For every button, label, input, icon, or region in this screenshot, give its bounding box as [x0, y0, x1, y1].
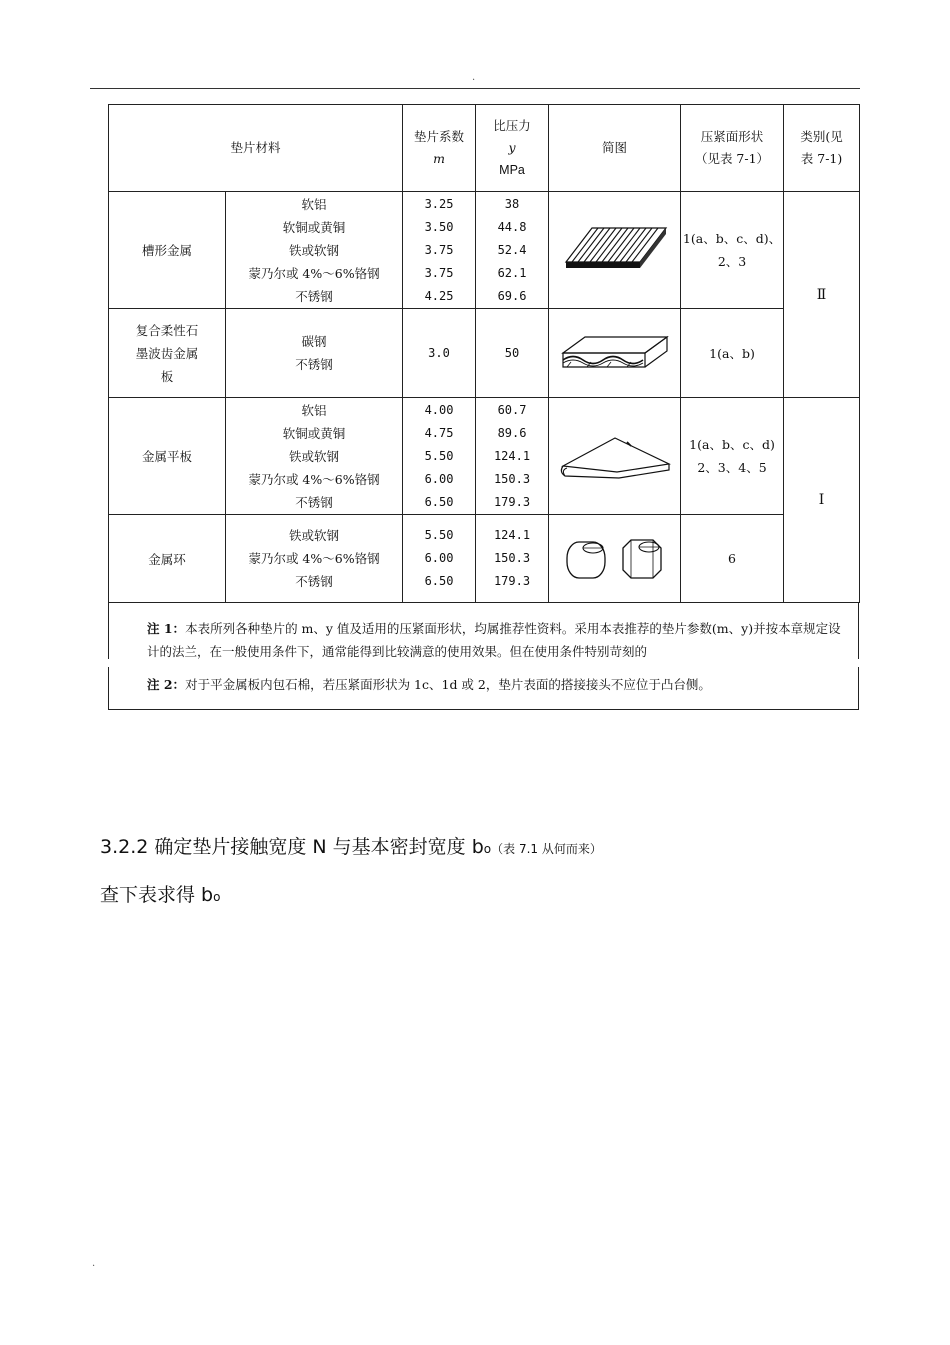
- face-shape-cell: 6: [681, 515, 784, 603]
- y-value: 38: [504, 196, 520, 211]
- y-values: [476, 192, 549, 309]
- group-name: 槽形金属: [109, 192, 226, 309]
- metal-ring-icon: [559, 534, 671, 584]
- material-item: 不锈钢: [295, 357, 333, 372]
- y-value: 179.3: [493, 574, 531, 588]
- y-value: 60.7: [497, 402, 527, 417]
- m-value: 6.00: [424, 551, 454, 565]
- m-value: 5.50: [424, 448, 454, 463]
- sketch-cell: [549, 515, 681, 603]
- note-2-text: 对于平金属板内包石棉，若压紧面形状为 1c、1d 或 2，垫片表面的搭接接头不应位于凸台侧。: [185, 677, 711, 692]
- material-list: [226, 192, 403, 309]
- section-heading-subscript: o: [483, 842, 492, 856]
- footer-mark: .: [92, 1258, 96, 1269]
- m-value: 3.75: [424, 265, 454, 280]
- header-m-symbol: m: [433, 151, 445, 166]
- table-row: [109, 398, 860, 515]
- y-value: 124.1: [493, 528, 531, 542]
- group-name-line: 墨波齿金属: [135, 345, 199, 361]
- graphite-wave-gasket-icon: [559, 331, 671, 375]
- header-y: [476, 105, 549, 192]
- m-value: 3.0: [403, 309, 476, 398]
- table-row: [109, 309, 860, 398]
- note-2: [147, 673, 711, 696]
- section-heading-note: （表 7.1 从何而来）: [491, 842, 602, 856]
- material-item: 不锈钢: [295, 494, 333, 510]
- section-heading-text: 3.2.2 确定垫片接触宽度 N 与基本密封宽度 b: [100, 836, 484, 858]
- header-category: [784, 105, 860, 192]
- m-values: [403, 192, 476, 309]
- header-rule: [90, 88, 860, 89]
- face-shape-line: 1(a、b、c、d): [689, 437, 775, 452]
- material-item: 软铜或黄铜: [282, 425, 346, 441]
- scan-gap: [107, 659, 860, 667]
- note-2-lead: 注 2：: [147, 677, 186, 692]
- section-heading: [100, 832, 602, 859]
- m-values: [403, 398, 476, 515]
- face-shape-line: 2、3、4、5: [697, 460, 767, 475]
- header-face: [681, 105, 784, 192]
- material-item: 蒙乃尔或 4%～6%铬钢: [248, 551, 380, 566]
- group-name-line: 复合柔性石: [135, 322, 199, 338]
- header-category-label: 类别(见: [800, 129, 843, 144]
- corrugated-gasket-icon: [560, 222, 670, 278]
- header-category-ref: 表 7-1): [800, 151, 843, 166]
- header-face-ref: （见表 7-1）: [694, 151, 770, 166]
- body-paragraph: [100, 880, 220, 907]
- face-shape-cell: [681, 192, 784, 309]
- y-value: 150.3: [493, 471, 531, 486]
- m-value: 3.25: [424, 196, 454, 211]
- header-m-label: 垫片系数: [414, 129, 465, 144]
- header-y-symbol: y: [508, 140, 516, 155]
- m-values: [403, 515, 476, 603]
- m-value: 4.25: [424, 288, 454, 303]
- group-name: [109, 309, 226, 398]
- y-value: 150.3: [493, 551, 531, 565]
- category-cell: Ⅰ: [784, 398, 860, 603]
- m-value: 6.50: [424, 574, 454, 588]
- face-shape-line: 2、3: [717, 254, 747, 269]
- header-sketch: 简图: [549, 105, 681, 192]
- header-material: 垫片材料: [109, 105, 403, 192]
- flat-metal-plate-icon: [557, 430, 673, 482]
- face-shape-cell: [681, 398, 784, 515]
- material-list: [226, 515, 403, 603]
- m-value: 6.00: [424, 471, 454, 486]
- y-value: 179.3: [493, 494, 531, 509]
- header-y-label: 比压力: [493, 118, 531, 133]
- m-value: 3.50: [424, 219, 454, 234]
- y-value: 50: [476, 309, 549, 398]
- header-y-unit: MPa: [499, 163, 525, 177]
- material-item: 铁或软钢: [289, 448, 340, 464]
- header-m: [403, 105, 476, 192]
- material-item: 蒙乃尔或 4%～6%铬钢: [248, 471, 380, 487]
- material-list: [226, 398, 403, 515]
- m-value: 4.00: [424, 402, 454, 417]
- y-values: [476, 515, 549, 603]
- y-value: 69.6: [497, 288, 527, 303]
- note-1-lead: 注 1：: [147, 621, 186, 636]
- y-value: 62.1: [497, 265, 527, 280]
- material-item: 铁或软钢: [289, 528, 340, 543]
- gasket-table: [108, 104, 859, 710]
- header-face-label: 压紧面形状: [700, 129, 764, 144]
- header-mark: .: [472, 72, 476, 83]
- table-row: [109, 192, 860, 309]
- sketch-cell: [549, 192, 681, 309]
- category-cell: Ⅱ: [784, 192, 860, 398]
- m-value: 4.75: [424, 425, 454, 440]
- m-value: 5.50: [424, 528, 454, 542]
- y-value: 89.6: [497, 425, 527, 440]
- material-item: 铁或软钢: [289, 242, 340, 258]
- material-item: 软铝: [301, 196, 327, 212]
- table-notes: [108, 603, 859, 710]
- group-name-line: 板: [160, 368, 174, 384]
- body-paragraph-text: 查下表求得 b: [100, 884, 214, 906]
- group-name: 金属环: [109, 515, 226, 603]
- material-item: 碳钢: [301, 334, 327, 349]
- m-value: 3.75: [424, 242, 454, 257]
- material-item: 蒙乃尔或 4%～6%铬钢: [248, 265, 380, 281]
- material-list: [226, 309, 403, 398]
- y-value: 52.4: [497, 242, 527, 257]
- material-item: 不锈钢: [295, 288, 333, 304]
- sketch-cell: [549, 309, 681, 398]
- m-value: 6.50: [424, 494, 454, 509]
- y-value: 44.8: [497, 219, 527, 234]
- note-1-text: 本表所列各种垫片的 m、y 值及适用的压紧面形状，均属推荐性资料。采用本表推荐的垫片参数(m、y)并按本章规定设计的法兰，在一般使用条件下，通常能得到比较满意的使用效果。但在使用条件特别苛刻的: [147, 621, 841, 659]
- material-item: 软铜或黄铜: [282, 219, 346, 235]
- face-shape-cell: 1(a、b): [681, 309, 784, 398]
- y-values: [476, 398, 549, 515]
- note-1: [147, 617, 853, 663]
- body-paragraph-subscript: o: [213, 890, 221, 904]
- group-name: 金属平板: [109, 398, 226, 515]
- table-row: [109, 515, 860, 603]
- face-shape-line: 1(a、b、c、d)、: [682, 231, 782, 246]
- sketch-cell: [549, 398, 681, 515]
- material-item: 不锈钢: [295, 574, 333, 589]
- y-value: 124.1: [493, 448, 531, 463]
- material-item: 软铝: [301, 402, 327, 418]
